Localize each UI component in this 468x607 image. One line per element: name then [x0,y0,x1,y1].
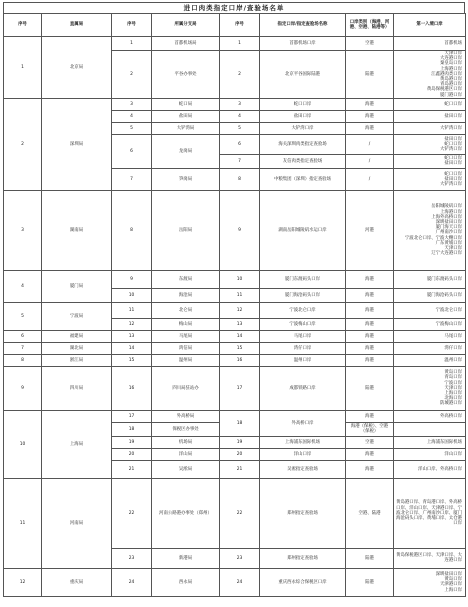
table-row [4,354,466,366]
bureau-name: 福建局 [42,330,112,342]
document-title: 进口肉类指定口岸/查验场名单 [3,2,465,13]
row-index: 10 [4,410,42,478]
port-type: 陆港 [346,366,394,410]
table-row [4,37,466,51]
port-index: 21 [220,460,260,478]
header-first-port: 第一入境口岸 [394,14,466,37]
port-type: 海港 [346,448,394,460]
table-row [4,366,466,410]
first-entry-ports: 黄岛保税港区口岸、天津口岸、大连港口岸 [394,548,466,568]
first-entry-ports: 温州口岸 [394,354,466,366]
port-type: 海港 [346,110,394,122]
port-type: 陆港 [346,548,394,568]
branch-index: 12 [112,318,152,330]
port-type: 海港 [346,330,394,342]
port-type: 空港、陆港 [346,478,394,548]
table-row [4,342,466,354]
row-index: 12 [4,568,42,596]
port-type: / [346,154,394,168]
branch-name: 保税区办事处 [152,422,220,436]
port-name: 海关深圳肉类指定查验场 [260,134,346,154]
port-name: 湖南岳阳城陵矶水运口岸 [260,190,346,270]
branch-name: 笋岗局 [152,168,220,190]
table-row [4,190,466,270]
port-index: 10 [220,270,260,288]
branch-index: 5 [112,122,152,134]
first-entry-ports: 上海浦东国际机场 [394,436,466,448]
port-index: 15 [220,342,260,354]
table-row [4,98,466,110]
port-index: 3 [220,98,260,110]
port-name: 上海浦东国际机场 [260,436,346,448]
branch-name: 马尾局 [152,330,220,342]
table-row [4,478,466,548]
port-type: 海港 [346,98,394,110]
branch-index: 21 [112,460,152,478]
header-bureau: 直属局 [42,14,112,37]
branch-index: 19 [112,436,152,448]
port-name: 洋山口岸 [260,448,346,460]
branch-name: 洋山局 [152,448,220,460]
first-entry-ports: 岳阳城陵矶口岸 上海港口岸 上海外高桥口岸 深圳盐田口岸 厦门海天口岸 广州南沙口岸 宁波北仑口岸、宁波大榭口岸 广东黄埔口岸 天津口岸 辽宁大连港口岸 [394,190,466,270]
branch-name: 外高桥局 [152,410,220,422]
port-name: 郑州指定查验场 [260,478,346,548]
port-name: 北京平谷国际陆港 [260,51,346,99]
bureau-name: 宁波局 [42,302,112,330]
port-name: 宁波梅山口岸 [260,318,346,330]
branch-name: 鸿信局 [152,342,220,354]
bureau-name: 重庆局 [42,568,112,596]
port-index: 9 [220,190,260,270]
first-entry-ports: 马尾口岸 [394,330,466,342]
first-entry-ports: 宁波北仑口岸 [394,302,466,318]
port-index: 16 [220,354,260,366]
port-index: 12 [220,302,260,318]
first-entry-ports: 蛇口口岸 [394,98,466,110]
port-name: 厦门东渡码头口岸 [260,270,346,288]
port-type: 海港 [346,318,394,330]
port-index: 17 [220,366,260,410]
port-index: 23 [220,548,260,568]
branch-index: 20 [112,448,152,460]
port-type: 海港（保税）、空港（保税） [346,422,394,436]
bureau-name: 湖南局 [42,190,112,270]
first-entry-ports: 蛇口口岸 盐田口岸 大铲湾口岸 [394,168,466,190]
branch-name: 蛇口局 [152,98,220,110]
first-entry-ports: 湾仔口岸 [394,342,466,354]
first-entry-ports: 深圳盐田口岸 黄岛口岸 天津港口岸 上海口岸 [394,568,466,596]
branch-index: 17 [112,410,152,422]
port-name: 重庆西永综合保税区口岸 [260,568,346,596]
bureau-name: 厦门局 [42,270,112,302]
first-entry-ports: 洋山口岸 [394,448,466,460]
port-index: 24 [220,568,260,596]
port-index: 6 [220,134,260,154]
port-index: 14 [220,330,260,342]
row-index: 11 [4,478,42,568]
port-type: 海港 [346,288,394,302]
table-row [4,410,466,422]
bureau-name: 北京局 [42,37,112,99]
branch-name: 平谷办事处 [152,51,220,99]
first-entry-ports: 外高桥口岸 [394,410,466,422]
port-index: 13 [220,318,260,330]
branch-index: 7 [112,168,152,190]
branch-index: 14 [112,342,152,354]
branch-name: 西永局 [152,568,220,596]
branch-index: 13 [112,330,152,342]
branch-name: 首都机场局 [152,37,220,51]
bureau-name: 湖北局 [42,342,112,354]
port-type: 海港 [346,122,394,134]
port-index: 1 [220,37,260,51]
first-entry-ports: 首都机场 [394,37,466,51]
port-name: 蛇口口岸 [260,98,346,110]
port-name: 吴淞指定查验场 [260,460,346,478]
port-index: 19 [220,436,260,448]
branch-name: 海沧局 [152,288,220,302]
table-header-row [4,14,466,37]
branch-index: 1 [112,37,152,51]
branch-name: 龙岗局 [152,134,220,168]
port-type: / [346,168,394,190]
branch-index: 15 [112,354,152,366]
row-index: 5 [4,302,42,330]
bureau-name: 深圳局 [42,98,112,190]
branch-name: 盐田局 [152,110,220,122]
port-type: 海港 [346,410,394,422]
branch-name: 东渡局 [152,270,220,288]
first-entry-ports: 大铲湾口岸 [394,122,466,134]
table-row [4,330,466,342]
header-index: 序号 [4,14,42,37]
port-name: 盐田口岸 [260,110,346,122]
port-type: 海港 [346,354,394,366]
port-name: 郑州指定查验场 [260,548,346,568]
row-index: 2 [4,98,42,190]
branch-name: 新港局 [152,548,220,568]
first-entry-ports: 天津口岸 大连港口岸 秦皇岛口岸 上海港口岸 江鑫港肉类口岸 黄岛港口岸 青岛港口岸 黄岛保税港区口岸 厦门港口岸 [394,51,466,99]
row-index: 3 [4,190,42,270]
port-name: 友信肉类指定查验场 [260,154,346,168]
first-entry-ports [394,422,466,436]
branch-name: 北仑局 [152,302,220,318]
branch-name: 岳阳局 [152,190,220,270]
branch-index: 4 [112,110,152,122]
port-index: 20 [220,448,260,460]
port-type: 空港 [346,436,394,448]
branch-index: 3 [112,98,152,110]
branch-index: 10 [112,288,152,302]
port-index: 7 [220,154,260,168]
branch-name: 机场局 [152,436,220,448]
port-index: 8 [220,168,260,190]
port-name: 湾仔口岸 [260,342,346,354]
port-name: 宁波北仑口岸 [260,302,346,318]
branch-name: 梅山局 [152,318,220,330]
table-row [4,302,466,318]
port-index: 18 [220,410,260,436]
port-index: 22 [220,478,260,548]
branch-index: 11 [112,302,152,318]
port-type: / [346,134,394,154]
header-index-3: 序号 [220,14,260,37]
branch-index: 2 [112,51,152,99]
port-name: 大铲湾口岸 [260,122,346,134]
first-entry-ports: 黄岛港口岸、青岛港口岸、外高桥口岸、洋山口岸、天津港口岸、宁波北仑口岸、广州南沙口岸、厦门海沧码头口岸、黄埔口岸、太仓港口岸 [394,478,466,548]
branch-index: 6 [112,134,152,168]
table-row [4,568,466,596]
port-name: 成都铁路口岸 [260,366,346,410]
branch-name: 河南公路港办事处（郑州） [152,478,220,548]
bureau-name: 浙江局 [42,354,112,366]
first-entry-ports: 蛇口口岸 盐田口岸 [394,154,466,168]
port-type: 海港 [346,342,394,354]
row-index: 1 [4,37,42,99]
branch-name: 吴淞局 [152,460,220,478]
row-index: 8 [4,354,42,366]
branch-index: 24 [112,568,152,596]
row-index: 4 [4,270,42,302]
branch-index: 18 [112,422,152,436]
port-type: 陆港 [346,51,394,99]
row-index: 6 [4,330,42,342]
branch-name: 大铲湾局 [152,122,220,134]
port-type: 空港 [346,37,394,51]
branch-index: 23 [112,548,152,568]
port-type: 海港 [346,460,394,478]
branch-name: 温州局 [152,354,220,366]
first-entry-ports: 盐田口岸 [394,110,466,122]
port-index: 4 [220,110,260,122]
first-entry-ports: 洋山口岸、外高桥口岸 [394,460,466,478]
header-port-type: 口岸类别（海港、河港、空港、陆港等） [346,14,394,37]
port-name: 外高桥口岸 [260,410,346,436]
port-index: 11 [220,288,260,302]
header-branch: 所属分支局 [152,14,220,37]
port-index: 2 [220,51,260,99]
branch-index: 8 [112,190,152,270]
table-row [4,270,466,288]
first-entry-ports: 厦门东渡码头口岸 [394,270,466,288]
branch-index: 16 [112,366,152,410]
port-name: 中粮集团（深圳）指定查验场 [260,168,346,190]
bureau-name: 河南局 [42,478,112,568]
port-name: 首都机场口岸 [260,37,346,51]
ports-table [3,13,466,597]
branch-name: 四川局驻站办 [152,366,220,410]
table-body [4,37,466,597]
first-entry-ports: 宁波梅山口岸 [394,318,466,330]
port-type: 河港 [346,190,394,270]
port-type: 海港 [346,270,394,288]
branch-index: 22 [112,478,152,548]
port-name: 厦门海沧码头口岸 [260,288,346,302]
first-entry-ports: 黄岛口岸 青岛口岸 宁波口岸 天津口岸 上海口岸 北海口岸 防城港口岸 [394,366,466,410]
bureau-name: 四川局 [42,366,112,410]
first-entry-ports: 厦门海沧码头口岸 [394,288,466,302]
row-index: 7 [4,342,42,354]
branch-index: 9 [112,270,152,288]
first-entry-ports: 盐田口岸 蛇口口岸 大铲湾口岸 [394,134,466,154]
port-name: 温州口岸 [260,354,346,366]
port-type: 陆港 [346,568,394,596]
header-index-2: 序号 [112,14,152,37]
row-index: 9 [4,366,42,410]
port-type: 海港 [346,302,394,318]
port-name: 马尾口岸 [260,330,346,342]
header-port-name: 指定口岸/指定查验场名称 [260,14,346,37]
port-index: 5 [220,122,260,134]
bureau-name: 上海局 [42,410,112,478]
